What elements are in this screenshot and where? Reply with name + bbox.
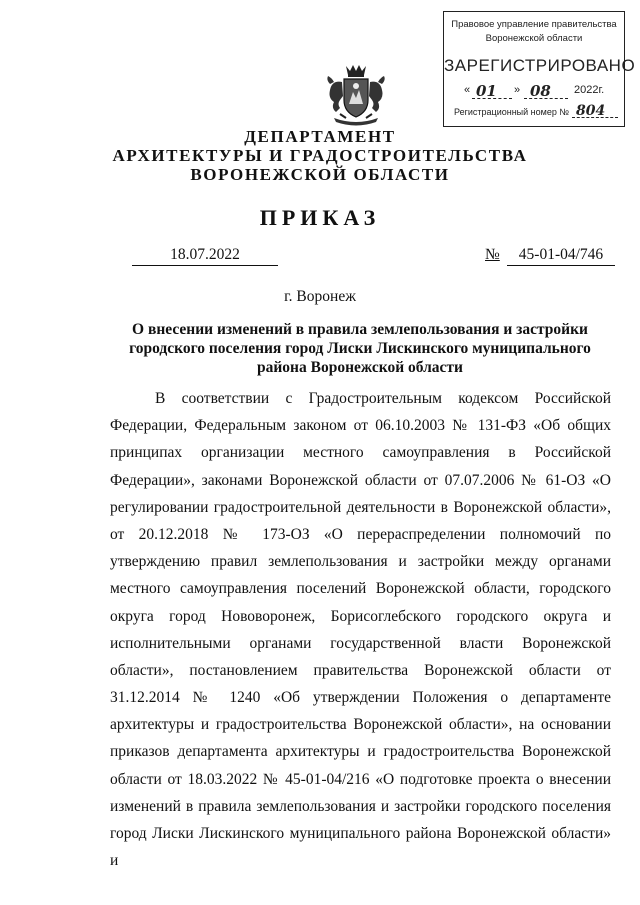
body-line: утверждению правил землепользования и застройки между органами <box>110 553 611 571</box>
document-city: г. Воронеж <box>284 288 356 305</box>
body-line: 31.12.2014 № 1240 «Об утверждении Положения о департаменте <box>110 689 611 707</box>
document-date: 18.07.2022 <box>132 246 278 266</box>
registration-stamp <box>443 11 636 127</box>
stamp-authority-line2: Воронежской области <box>485 33 583 44</box>
body-line: от 20.12.2018 № 173-ОЗ «О перераспределении полномочий по <box>110 525 611 543</box>
document-number-label: № <box>485 246 500 263</box>
body-line: принципах организации местного самоуправления в Российской <box>110 444 611 462</box>
stamp-number-value: 804 <box>576 103 606 119</box>
stamp-month-line <box>524 98 568 99</box>
body-line: Федерации», законами Воронежской области от 07.07.2006 № 61-ОЗ «О <box>110 471 611 489</box>
body-line: области от 18.03.2022 № 45-01-04/216 «О подготовке проекта о внесении <box>110 770 611 788</box>
stamp-number-line <box>572 117 618 118</box>
stamp-date-year: 2022г. <box>574 84 605 96</box>
stamp-registered-label: ЗАРЕГИСТРИРОВАНО <box>444 56 636 75</box>
body-line: изменений в правила землепользования и застройки городского поселения <box>110 797 611 815</box>
coat-of-arms-emblem <box>322 62 390 128</box>
body-line: приказов департамента архитектуры и градостроительства Воронежской <box>110 743 611 761</box>
body-line: Федерации, Федеральным законом от 06.10.2003 № 131-ФЗ «Об общих <box>110 417 611 435</box>
stamp-quote-close: » <box>514 84 521 96</box>
stamp-quote-mark: « <box>464 84 471 96</box>
stamp-date-day: 01 <box>476 82 497 100</box>
department-title-line2: АРХИТЕКТУРЫ И ГРАДОСТРОИТЕЛЬСТВА <box>112 146 528 165</box>
body-line: исполнительными органами государственной власти Воронежской <box>110 634 611 652</box>
document-number: 45-01-04/746 <box>507 246 615 266</box>
document-type-heading: ПРИКАЗ <box>259 205 381 230</box>
document-title: О внесении изменений в правила землепользования и застройки городского поселения город Лиски Лискинского муниципального района Воронежской области <box>129 321 591 376</box>
body-line: город Лиски Лискинского муниципального района Воронежской области» и <box>110 825 611 870</box>
stamp-number-label: Регистрационный номер № <box>454 107 570 117</box>
body-line: В соответствии с Градостроительным кодексом Российской <box>155 390 611 407</box>
stamp-date-month: 08 <box>530 82 551 100</box>
document-body <box>110 385 611 870</box>
stamp-number-row <box>454 103 618 119</box>
department-title-line3: ВОРОНЕЖСКОЙ ОБЛАСТИ <box>190 165 450 184</box>
stamp-day-line <box>472 98 512 99</box>
body-line: регулировании градостроительной деятельности в Воронежской области», <box>110 498 611 516</box>
body-line: области», постановлением правительства Воронежской области от <box>110 661 611 679</box>
body-line: архитектуры и градостроительства Воронежской области», на основании <box>110 716 611 734</box>
body-line: округа город Нововоронеж, Борисоглебского городского округа и <box>110 607 611 625</box>
department-title-line1: ДЕПАРТАМЕНТ <box>244 127 396 146</box>
stamp-date-row <box>458 84 616 102</box>
body-line: местного самоуправления поселений Воронежской области, городского <box>110 580 611 598</box>
stamp-authority-line1: Правовое управление правительства <box>451 19 617 30</box>
